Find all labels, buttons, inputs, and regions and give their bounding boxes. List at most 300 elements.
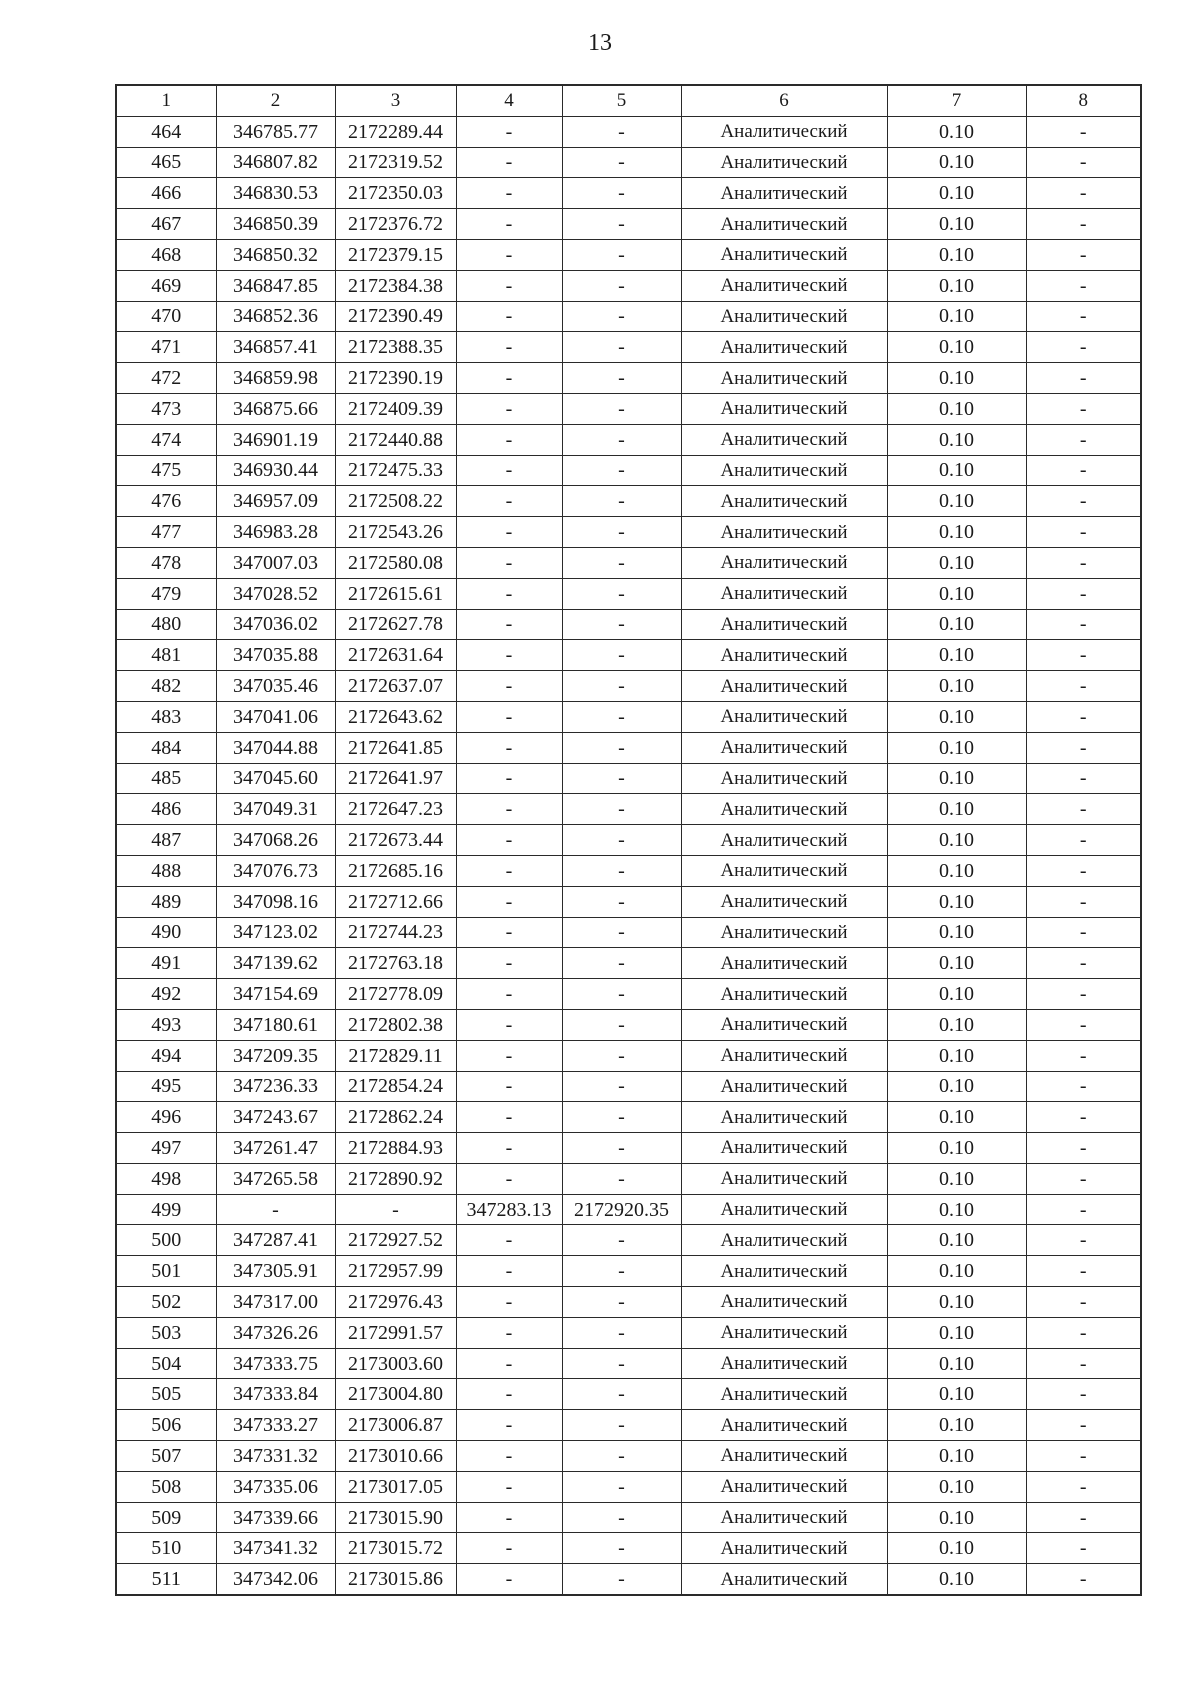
cell-determination-method: Аналитический (681, 239, 887, 270)
cell-y-coordinate: 2172637.07 (335, 671, 456, 702)
cell-x-coordinate: 347035.46 (216, 671, 335, 702)
cell-y-coordinate: 2172440.88 (335, 424, 456, 455)
cell-y-coordinate-alt: - (562, 424, 681, 455)
cell-x-coordinate-alt: - (456, 671, 562, 702)
cell-y-coordinate: 2172854.24 (335, 1071, 456, 1102)
cell-point-number: 467 (116, 209, 216, 240)
cell-accuracy: 0.10 (887, 1133, 1026, 1164)
table-row (116, 1133, 1141, 1164)
cell-x-coordinate: 347305.91 (216, 1256, 335, 1287)
table-row (116, 671, 1141, 702)
cell-note: - (1026, 1071, 1141, 1102)
cell-note: - (1026, 794, 1141, 825)
cell-x-coordinate: 346852.36 (216, 301, 335, 332)
table-header-row (116, 85, 1141, 116)
table-row (116, 1040, 1141, 1071)
cell-x-coordinate-alt: - (456, 209, 562, 240)
cell-x-coordinate: 347036.02 (216, 609, 335, 640)
cell-point-number: 488 (116, 855, 216, 886)
cell-note: - (1026, 1102, 1141, 1133)
cell-determination-method: Аналитический (681, 1194, 887, 1225)
cell-x-coordinate: 347342.06 (216, 1564, 335, 1595)
cell-y-coordinate: 2172580.08 (335, 547, 456, 578)
cell-x-coordinate: 347180.61 (216, 1009, 335, 1040)
cell-y-coordinate: 2173017.05 (335, 1471, 456, 1502)
cell-point-number: 493 (116, 1009, 216, 1040)
table-row (116, 486, 1141, 517)
cell-note: - (1026, 455, 1141, 486)
cell-note: - (1026, 917, 1141, 948)
cell-y-coordinate: 2172350.03 (335, 178, 456, 209)
cell-point-number: 497 (116, 1133, 216, 1164)
cell-note: - (1026, 178, 1141, 209)
table-row (116, 363, 1141, 394)
table-row (116, 794, 1141, 825)
cell-note: - (1026, 763, 1141, 794)
cell-y-coordinate-alt: - (562, 1471, 681, 1502)
cell-note: - (1026, 732, 1141, 763)
cell-note: - (1026, 948, 1141, 979)
cell-accuracy: 0.10 (887, 609, 1026, 640)
table-row (116, 578, 1141, 609)
cell-x-coordinate: 347035.88 (216, 640, 335, 671)
table-row (116, 855, 1141, 886)
cell-y-coordinate-alt: - (562, 116, 681, 147)
cell-x-coordinate: 346957.09 (216, 486, 335, 517)
cell-y-coordinate-alt: - (562, 917, 681, 948)
cell-x-coordinate-alt: - (456, 424, 562, 455)
cell-y-coordinate-alt: - (562, 547, 681, 578)
cell-accuracy: 0.10 (887, 948, 1026, 979)
cell-accuracy: 0.10 (887, 1163, 1026, 1194)
cell-note: - (1026, 363, 1141, 394)
cell-x-coordinate: - (216, 1194, 335, 1225)
cell-point-number: 501 (116, 1256, 216, 1287)
cell-point-number: 498 (116, 1163, 216, 1194)
cell-point-number: 482 (116, 671, 216, 702)
cell-note: - (1026, 393, 1141, 424)
column-header-3: 3 (335, 85, 456, 116)
column-header-1: 1 (116, 85, 216, 116)
cell-determination-method: Аналитический (681, 609, 887, 640)
cell-point-number: 480 (116, 609, 216, 640)
cell-y-coordinate-alt: - (562, 609, 681, 640)
cell-determination-method: Аналитический (681, 1348, 887, 1379)
cell-x-coordinate-alt: - (456, 609, 562, 640)
cell-accuracy: 0.10 (887, 270, 1026, 301)
cell-determination-method: Аналитический (681, 455, 887, 486)
cell-y-coordinate: 2172862.24 (335, 1102, 456, 1133)
cell-accuracy: 0.10 (887, 917, 1026, 948)
cell-x-coordinate-alt: - (456, 1441, 562, 1472)
cell-point-number: 481 (116, 640, 216, 671)
cell-determination-method: Аналитический (681, 547, 887, 578)
cell-y-coordinate-alt: - (562, 486, 681, 517)
table-row (116, 1009, 1141, 1040)
cell-note: - (1026, 609, 1141, 640)
cell-y-coordinate: 2172647.23 (335, 794, 456, 825)
cell-determination-method: Аналитический (681, 424, 887, 455)
cell-point-number: 507 (116, 1441, 216, 1472)
cell-point-number: 465 (116, 147, 216, 178)
cell-point-number: 464 (116, 116, 216, 147)
cell-determination-method: Аналитический (681, 1163, 887, 1194)
cell-determination-method: Аналитический (681, 732, 887, 763)
cell-accuracy: 0.10 (887, 1040, 1026, 1071)
cell-point-number: 474 (116, 424, 216, 455)
cell-x-coordinate: 347326.26 (216, 1317, 335, 1348)
cell-note: - (1026, 547, 1141, 578)
cell-x-coordinate-alt: - (456, 948, 562, 979)
cell-x-coordinate: 347261.47 (216, 1133, 335, 1164)
cell-point-number: 477 (116, 517, 216, 548)
cell-x-coordinate-alt: - (456, 732, 562, 763)
table-row (116, 1410, 1141, 1441)
table-row (116, 886, 1141, 917)
cell-accuracy: 0.10 (887, 671, 1026, 702)
cell-y-coordinate-alt: - (562, 979, 681, 1010)
cell-x-coordinate: 346875.66 (216, 393, 335, 424)
cell-y-coordinate: 2173003.60 (335, 1348, 456, 1379)
cell-y-coordinate: 2172388.35 (335, 332, 456, 363)
coordinates-table-container (115, 84, 1140, 1596)
cell-accuracy: 0.10 (887, 1441, 1026, 1472)
cell-determination-method: Аналитический (681, 1256, 887, 1287)
cell-y-coordinate: 2172390.49 (335, 301, 456, 332)
cell-x-coordinate-alt: - (456, 1256, 562, 1287)
cell-x-coordinate-alt: - (456, 1163, 562, 1194)
cell-accuracy: 0.10 (887, 701, 1026, 732)
cell-y-coordinate-alt: - (562, 640, 681, 671)
cell-determination-method: Аналитический (681, 1441, 887, 1472)
cell-x-coordinate: 346930.44 (216, 455, 335, 486)
cell-x-coordinate-alt: - (456, 855, 562, 886)
cell-y-coordinate-alt: - (562, 1287, 681, 1318)
cell-y-coordinate: 2172712.66 (335, 886, 456, 917)
cell-y-coordinate-alt: - (562, 1379, 681, 1410)
cell-point-number: 471 (116, 332, 216, 363)
table-row (116, 239, 1141, 270)
cell-note: - (1026, 1163, 1141, 1194)
cell-x-coordinate: 347049.31 (216, 794, 335, 825)
cell-point-number: 485 (116, 763, 216, 794)
cell-note: - (1026, 1317, 1141, 1348)
cell-point-number: 496 (116, 1102, 216, 1133)
cell-note: - (1026, 1194, 1141, 1225)
cell-determination-method: Аналитический (681, 1102, 887, 1133)
cell-x-coordinate: 347045.60 (216, 763, 335, 794)
cell-determination-method: Аналитический (681, 1533, 887, 1564)
cell-determination-method: Аналитический (681, 948, 887, 979)
cell-y-coordinate: 2172802.38 (335, 1009, 456, 1040)
cell-y-coordinate: 2172289.44 (335, 116, 456, 147)
cell-note: - (1026, 1379, 1141, 1410)
cell-accuracy: 0.10 (887, 1256, 1026, 1287)
cell-note: - (1026, 1348, 1141, 1379)
cell-x-coordinate: 347041.06 (216, 701, 335, 732)
cell-x-coordinate: 347265.58 (216, 1163, 335, 1194)
cell-x-coordinate-alt: - (456, 1348, 562, 1379)
cell-x-coordinate-alt: - (456, 1471, 562, 1502)
cell-determination-method: Аналитический (681, 1071, 887, 1102)
table-row (116, 1256, 1141, 1287)
cell-y-coordinate: 2172641.97 (335, 763, 456, 794)
cell-y-coordinate: 2172685.16 (335, 855, 456, 886)
cell-accuracy: 0.10 (887, 1348, 1026, 1379)
cell-x-coordinate: 346850.39 (216, 209, 335, 240)
table-row (116, 393, 1141, 424)
cell-point-number: 476 (116, 486, 216, 517)
cell-accuracy: 0.10 (887, 1009, 1026, 1040)
cell-point-number: 491 (116, 948, 216, 979)
cell-y-coordinate: 2172957.99 (335, 1256, 456, 1287)
cell-determination-method: Аналитический (681, 1225, 887, 1256)
cell-accuracy: 0.10 (887, 732, 1026, 763)
table-row (116, 640, 1141, 671)
cell-point-number: 502 (116, 1287, 216, 1318)
cell-y-coordinate: 2172643.62 (335, 701, 456, 732)
cell-y-coordinate: 2172976.43 (335, 1287, 456, 1318)
cell-determination-method: Аналитический (681, 1379, 887, 1410)
cell-y-coordinate: - (335, 1194, 456, 1225)
cell-accuracy: 0.10 (887, 116, 1026, 147)
cell-note: - (1026, 517, 1141, 548)
cell-y-coordinate-alt: - (562, 1102, 681, 1133)
cell-y-coordinate-alt: - (562, 147, 681, 178)
cell-determination-method: Аналитический (681, 1287, 887, 1318)
cell-accuracy: 0.10 (887, 855, 1026, 886)
cell-y-coordinate: 2172991.57 (335, 1317, 456, 1348)
cell-note: - (1026, 578, 1141, 609)
page-number: 13 (588, 30, 612, 56)
cell-y-coordinate: 2173006.87 (335, 1410, 456, 1441)
column-header-8: 8 (1026, 85, 1141, 116)
cell-x-coordinate-alt: - (456, 301, 562, 332)
cell-point-number: 486 (116, 794, 216, 825)
cell-y-coordinate: 2172627.78 (335, 609, 456, 640)
cell-y-coordinate-alt: - (562, 1256, 681, 1287)
cell-note: - (1026, 270, 1141, 301)
cell-x-coordinate-alt: - (456, 1533, 562, 1564)
cell-x-coordinate: 347236.33 (216, 1071, 335, 1102)
cell-determination-method: Аналитический (681, 486, 887, 517)
table-row (116, 1348, 1141, 1379)
cell-x-coordinate: 347287.41 (216, 1225, 335, 1256)
cell-x-coordinate-alt: - (456, 116, 562, 147)
cell-y-coordinate-alt: - (562, 517, 681, 548)
cell-y-coordinate-alt: - (562, 886, 681, 917)
cell-determination-method: Аналитический (681, 116, 887, 147)
cell-note: - (1026, 1502, 1141, 1533)
cell-y-coordinate: 2172927.52 (335, 1225, 456, 1256)
cell-y-coordinate: 2172884.93 (335, 1133, 456, 1164)
cell-y-coordinate: 2172475.33 (335, 455, 456, 486)
cell-x-coordinate: 347333.75 (216, 1348, 335, 1379)
cell-accuracy: 0.10 (887, 332, 1026, 363)
cell-point-number: 511 (116, 1564, 216, 1595)
cell-determination-method: Аналитический (681, 640, 887, 671)
table-row (116, 701, 1141, 732)
cell-y-coordinate: 2172778.09 (335, 979, 456, 1010)
cell-y-coordinate-alt: 2172920.35 (562, 1194, 681, 1225)
cell-y-coordinate-alt: - (562, 701, 681, 732)
cell-x-coordinate-alt: - (456, 794, 562, 825)
cell-note: - (1026, 1133, 1141, 1164)
table-row (116, 147, 1141, 178)
cell-determination-method: Аналитический (681, 1410, 887, 1441)
cell-note: - (1026, 424, 1141, 455)
cell-accuracy: 0.10 (887, 1317, 1026, 1348)
cell-x-coordinate-alt: - (456, 1317, 562, 1348)
cell-accuracy: 0.10 (887, 1471, 1026, 1502)
cell-determination-method: Аналитический (681, 301, 887, 332)
cell-determination-method: Аналитический (681, 209, 887, 240)
cell-x-coordinate-alt: - (456, 1102, 562, 1133)
table-row (116, 1163, 1141, 1194)
cell-point-number: 500 (116, 1225, 216, 1256)
cell-x-coordinate-alt: - (456, 1133, 562, 1164)
cell-y-coordinate-alt: - (562, 1225, 681, 1256)
cell-point-number: 466 (116, 178, 216, 209)
cell-x-coordinate-alt: - (456, 1379, 562, 1410)
cell-point-number: 484 (116, 732, 216, 763)
cell-x-coordinate-alt: - (456, 1287, 562, 1318)
cell-point-number: 492 (116, 979, 216, 1010)
cell-point-number: 509 (116, 1502, 216, 1533)
cell-determination-method: Аналитический (681, 1040, 887, 1071)
cell-x-coordinate: 347139.62 (216, 948, 335, 979)
cell-accuracy: 0.10 (887, 763, 1026, 794)
cell-x-coordinate-alt: - (456, 825, 562, 856)
cell-accuracy: 0.10 (887, 178, 1026, 209)
cell-y-coordinate-alt: - (562, 1317, 681, 1348)
cell-x-coordinate: 347098.16 (216, 886, 335, 917)
cell-x-coordinate: 347068.26 (216, 825, 335, 856)
cell-note: - (1026, 1564, 1141, 1595)
cell-determination-method: Аналитический (681, 270, 887, 301)
cell-y-coordinate: 2172379.15 (335, 239, 456, 270)
cell-accuracy: 0.10 (887, 1102, 1026, 1133)
column-header-5: 5 (562, 85, 681, 116)
cell-x-coordinate: 347076.73 (216, 855, 335, 886)
cell-note: - (1026, 1471, 1141, 1502)
table-row (116, 1287, 1141, 1318)
table-row (116, 178, 1141, 209)
cell-determination-method: Аналитический (681, 147, 887, 178)
cell-determination-method: Аналитический (681, 794, 887, 825)
cell-y-coordinate-alt: - (562, 1533, 681, 1564)
cell-y-coordinate-alt: - (562, 855, 681, 886)
cell-determination-method: Аналитический (681, 393, 887, 424)
cell-x-coordinate: 347341.32 (216, 1533, 335, 1564)
cell-x-coordinate: 347333.27 (216, 1410, 335, 1441)
cell-accuracy: 0.10 (887, 1533, 1026, 1564)
coordinates-table (115, 84, 1142, 1596)
cell-x-coordinate: 347209.35 (216, 1040, 335, 1071)
cell-y-coordinate-alt: - (562, 209, 681, 240)
cell-accuracy: 0.10 (887, 301, 1026, 332)
cell-point-number: 489 (116, 886, 216, 917)
cell-point-number: 483 (116, 701, 216, 732)
cell-accuracy: 0.10 (887, 1564, 1026, 1595)
cell-note: - (1026, 209, 1141, 240)
cell-accuracy: 0.10 (887, 1287, 1026, 1318)
cell-x-coordinate-alt: - (456, 178, 562, 209)
cell-point-number: 495 (116, 1071, 216, 1102)
cell-y-coordinate: 2172384.38 (335, 270, 456, 301)
cell-point-number: 478 (116, 547, 216, 578)
cell-note: - (1026, 886, 1141, 917)
cell-accuracy: 0.10 (887, 517, 1026, 548)
table-row (116, 732, 1141, 763)
cell-accuracy: 0.10 (887, 1225, 1026, 1256)
cell-note: - (1026, 640, 1141, 671)
cell-note: - (1026, 301, 1141, 332)
cell-y-coordinate-alt: - (562, 1040, 681, 1071)
cell-y-coordinate-alt: - (562, 1071, 681, 1102)
cell-y-coordinate-alt: - (562, 270, 681, 301)
cell-x-coordinate: 346830.53 (216, 178, 335, 209)
cell-x-coordinate-alt: - (456, 486, 562, 517)
table-row (116, 301, 1141, 332)
cell-y-coordinate-alt: - (562, 671, 681, 702)
cell-accuracy: 0.10 (887, 547, 1026, 578)
table-row (116, 1225, 1141, 1256)
cell-y-coordinate: 2173015.86 (335, 1564, 456, 1595)
cell-accuracy: 0.10 (887, 1379, 1026, 1410)
table-row (116, 1533, 1141, 1564)
cell-x-coordinate-alt: - (456, 886, 562, 917)
column-header-6: 6 (681, 85, 887, 116)
cell-y-coordinate: 2172543.26 (335, 517, 456, 548)
cell-x-coordinate-alt: - (456, 763, 562, 794)
cell-point-number: 504 (116, 1348, 216, 1379)
cell-point-number: 505 (116, 1379, 216, 1410)
cell-note: - (1026, 486, 1141, 517)
cell-x-coordinate-alt: - (456, 147, 562, 178)
cell-accuracy: 0.10 (887, 640, 1026, 671)
cell-y-coordinate-alt: - (562, 178, 681, 209)
cell-x-coordinate-alt: - (456, 979, 562, 1010)
cell-x-coordinate-alt: - (456, 332, 562, 363)
table-row (116, 1194, 1141, 1225)
cell-determination-method: Аналитический (681, 578, 887, 609)
cell-x-coordinate-alt: - (456, 1502, 562, 1533)
cell-determination-method: Аналитический (681, 763, 887, 794)
cell-determination-method: Аналитический (681, 517, 887, 548)
column-header-7: 7 (887, 85, 1026, 116)
cell-determination-method: Аналитический (681, 979, 887, 1010)
cell-x-coordinate-alt: - (456, 1564, 562, 1595)
table-row (116, 1564, 1141, 1595)
table-row (116, 1102, 1141, 1133)
table-row (116, 1317, 1141, 1348)
cell-note: - (1026, 1040, 1141, 1071)
cell-x-coordinate-alt: - (456, 1410, 562, 1441)
cell-accuracy: 0.10 (887, 578, 1026, 609)
cell-y-coordinate-alt: - (562, 763, 681, 794)
cell-note: - (1026, 979, 1141, 1010)
cell-y-coordinate-alt: - (562, 1163, 681, 1194)
cell-x-coordinate: 346807.82 (216, 147, 335, 178)
cell-note: - (1026, 1009, 1141, 1040)
cell-accuracy: 0.10 (887, 1410, 1026, 1441)
cell-point-number: 494 (116, 1040, 216, 1071)
cell-point-number: 469 (116, 270, 216, 301)
cell-determination-method: Аналитический (681, 363, 887, 394)
table-row (116, 609, 1141, 640)
cell-note: - (1026, 1287, 1141, 1318)
